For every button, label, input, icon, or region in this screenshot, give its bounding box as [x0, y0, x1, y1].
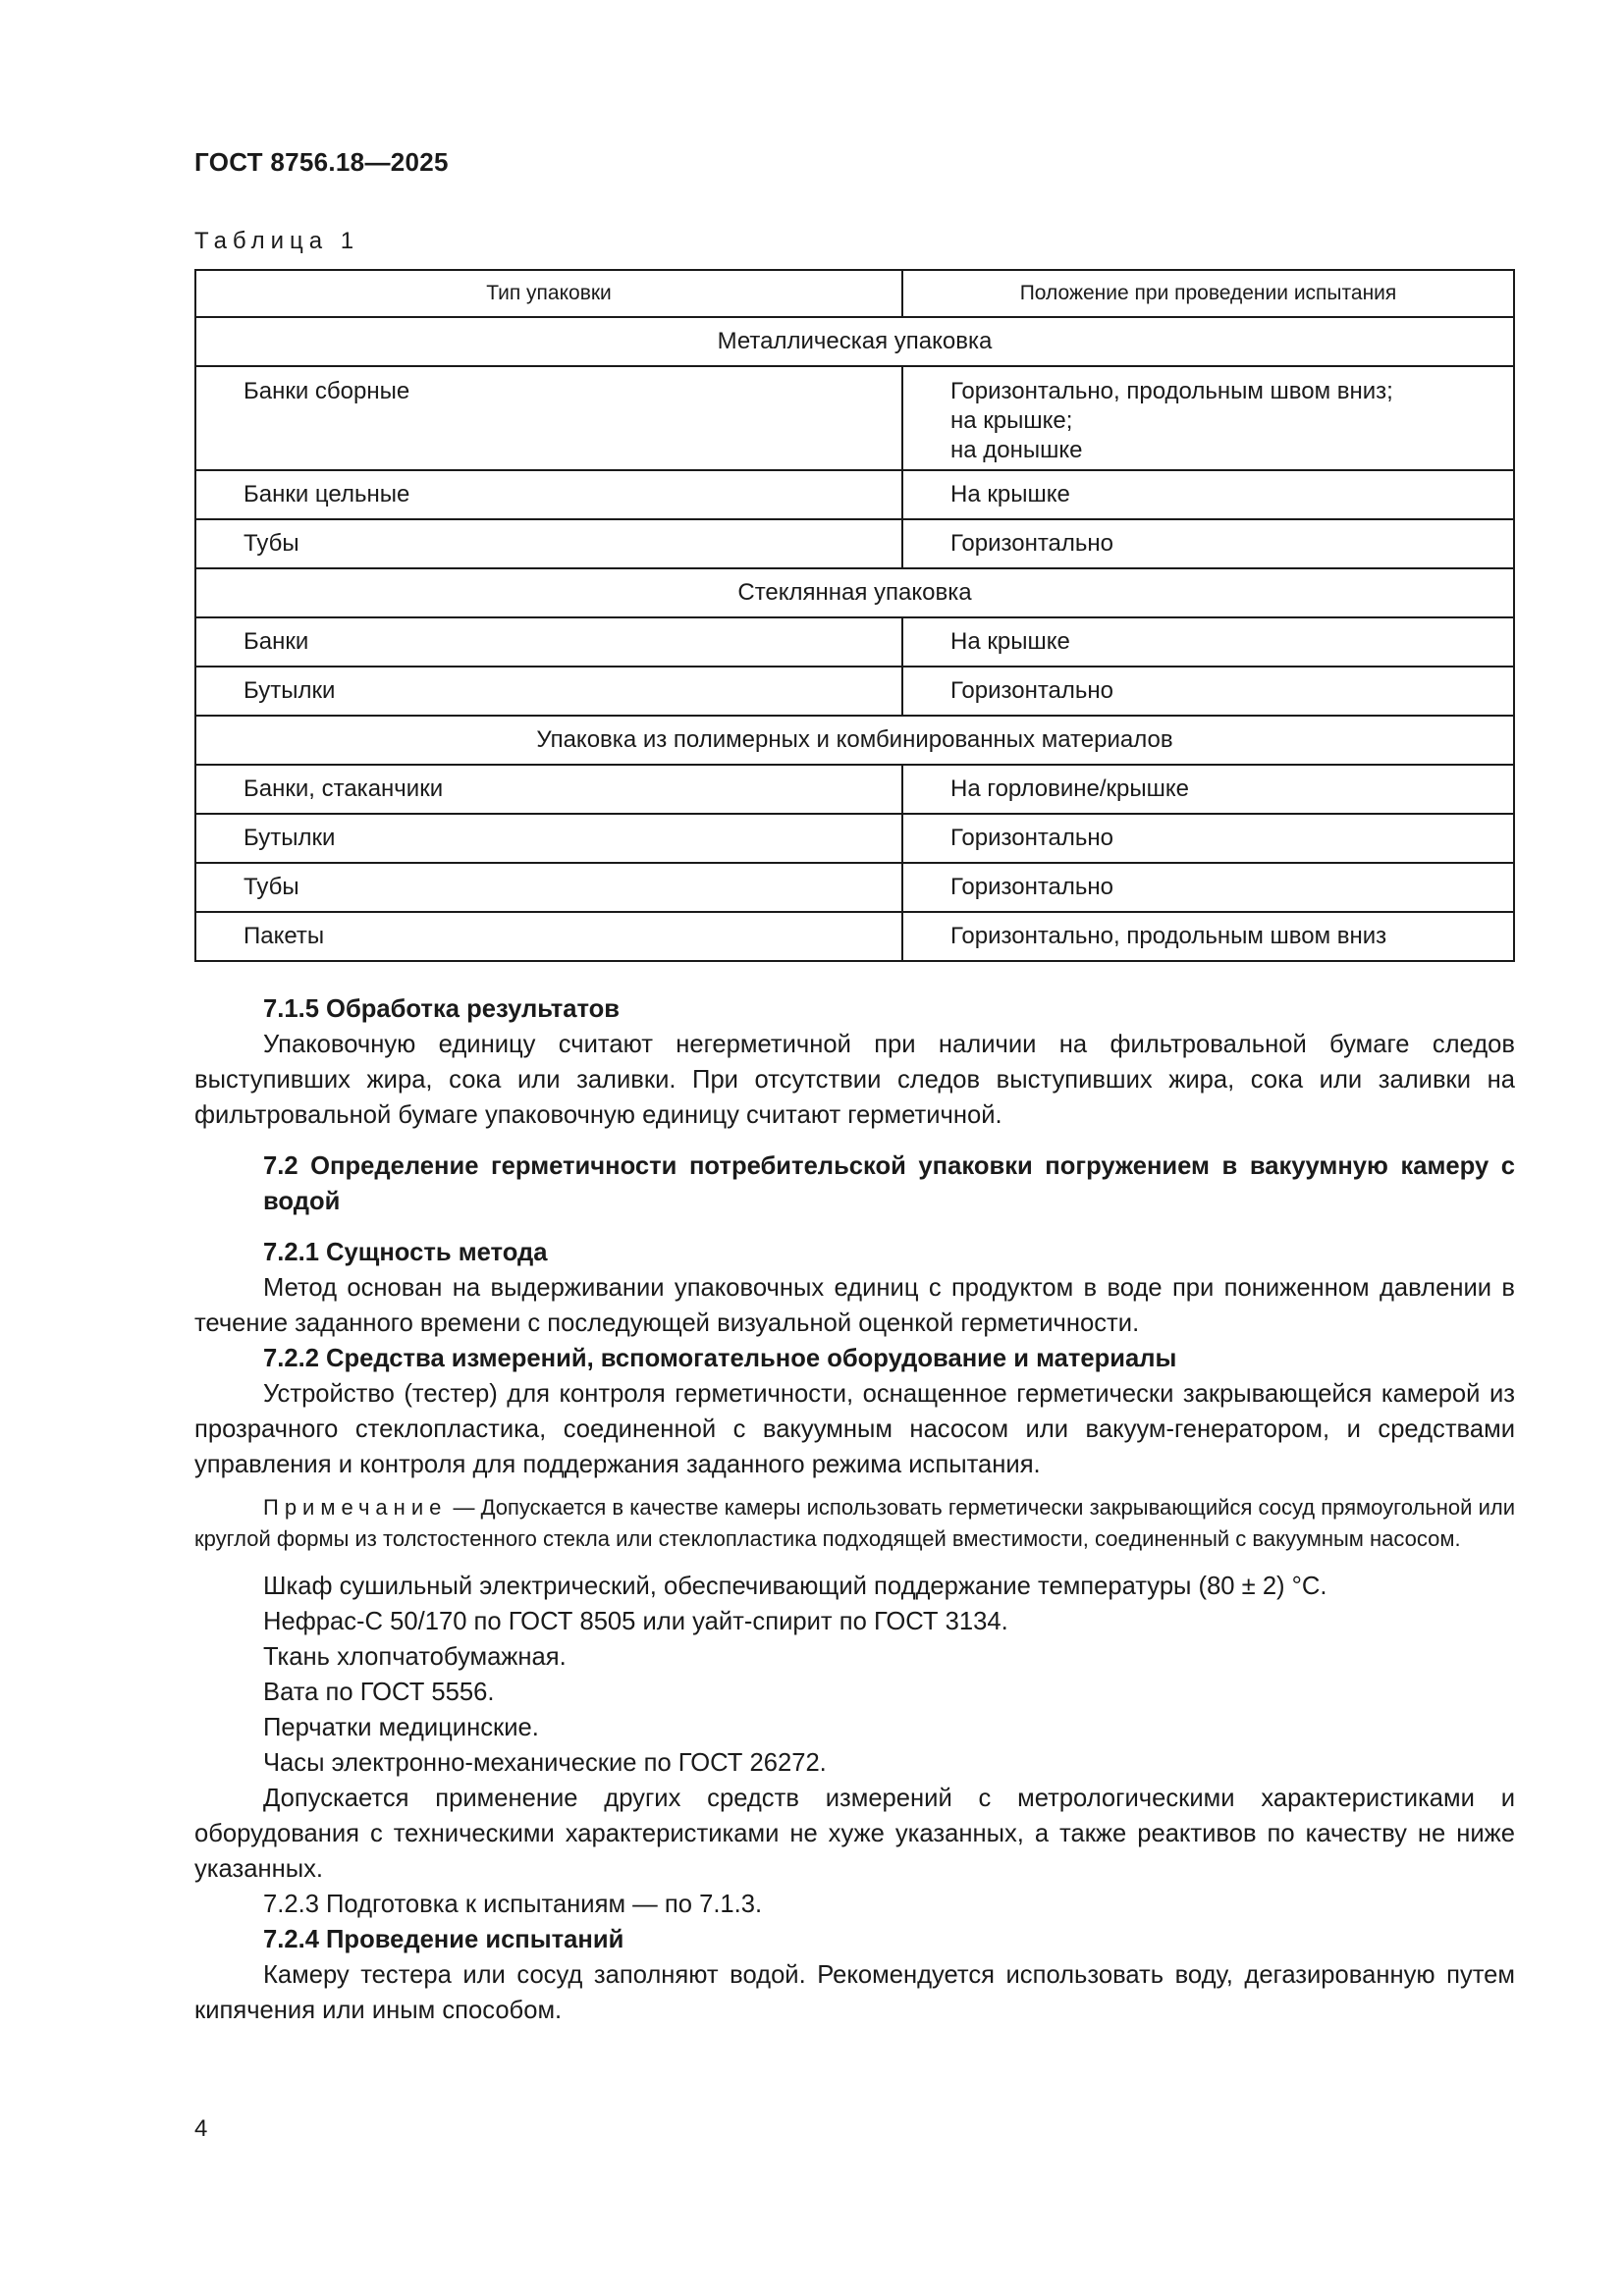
cell-type: Пакеты — [195, 912, 902, 961]
cell-type: Тубы — [195, 863, 902, 912]
list-item: Нефрас-С 50/170 по ГОСТ 8505 или уайт-спирит по ГОСТ 3134. — [263, 1608, 1008, 1635]
cell-type: Бутылки — [195, 667, 902, 716]
group-title-polymer: Упаковка из полимерных и комбинированных материалов — [195, 716, 1514, 765]
table-row — [195, 617, 1514, 667]
section-heading-7-2-1: 7.2.1 Сущность метода — [263, 1239, 548, 1266]
section-heading-7-2-2: 7.2.2 Средства измерений, вспомогательное оборудование и материалы — [263, 1345, 1177, 1372]
section-7-2-3: 7.2.3 Подготовка к испытаниям — по 7.1.3. — [263, 1891, 763, 1918]
table-row — [195, 863, 1514, 912]
section-heading-7-2-4: 7.2.4 Проведение испытаний — [263, 1926, 624, 1953]
table-row — [195, 470, 1514, 519]
list-item: Шкаф сушильный электрический, обеспечивающий поддержание температуры (80 ± 2) °С. — [263, 1573, 1327, 1600]
list-item: Перчатки медицинские. — [263, 1714, 539, 1741]
column-header-position: Положение при проведении испытания — [902, 270, 1514, 317]
paragraph: Упаковочную единицу считают негерметичной при наличии на фильтровальной бумаге следов выступивших жира, сока или заливки. При отсутствии следов выступивших жира, сока или заливки на фильтровальной бумаге упаковочную единицу считают герметичной. — [194, 1031, 1515, 1129]
table-row — [195, 912, 1514, 961]
note-text: — Допускается в качестве камеры использовать герметически закрывающийся сосуд прямоугольной или круглой формы из толстостенного стекла или стеклопластика подходящей вместимости, соединенный с вакуумным насосом. — [194, 1495, 1515, 1551]
table-row — [195, 667, 1514, 716]
cell-position: На горловине/крышке — [902, 765, 1514, 814]
document-number: ГОСТ 8756.18—2025 — [194, 147, 449, 177]
note-label: Примечание — [263, 1495, 448, 1520]
table-header-row — [195, 270, 1514, 317]
table-row — [195, 366, 1514, 470]
cell-position: На крышке — [902, 470, 1514, 519]
cell-position — [902, 366, 1514, 470]
cell-type: Бутылки — [195, 814, 902, 863]
cell-position: Горизонтально — [902, 667, 1514, 716]
group-title-metal: Металлическая упаковка — [195, 317, 1514, 366]
cell-type: Тубы — [195, 519, 902, 568]
paragraph: Устройство (тестер) для контроля герметичности, оснащенное герметически закрывающейся камерой из прозрачного стеклопластика, соединенной с вакуумным насосом или вакуум-генератором, и средствами управления и контроля для поддержания заданного режима испытания. — [194, 1380, 1515, 1478]
table-caption: Таблица 1 — [194, 228, 360, 254]
section-heading-7-2: 7.2 Определение герметичности потребительской упаковки погружением в вакуумную камеру с водой — [263, 1152, 1515, 1215]
cell-type: Банки сборные — [195, 366, 902, 470]
cell-position: Горизонтально, продольным швом вниз — [902, 912, 1514, 961]
table-row — [195, 519, 1514, 568]
page-number: 4 — [194, 2115, 208, 2142]
list-item: Ткань хлопчатобумажная. — [263, 1643, 567, 1671]
position-line: на донышке — [950, 437, 1083, 463]
paragraph: Допускается применение других средств измерений с метрологическими характеристиками и оборудования с техническими характеристиками не хуже указанных, а также реактивов по качеству не ниже указанных. — [194, 1785, 1515, 1883]
cell-type: Банки, стаканчики — [195, 765, 902, 814]
position-line: Горизонтально, продольным швом вниз; — [950, 378, 1393, 404]
cell-type: Банки — [195, 617, 902, 667]
cell-position: Горизонтально — [902, 814, 1514, 863]
column-header-type: Тип упаковки — [195, 270, 902, 317]
paragraph: Камеру тестера или сосуд заполняют водой. Рекомендуется использовать воду, дегазированную путем кипячения или иным способом. — [194, 1961, 1515, 2024]
body-text — [194, 991, 1515, 2028]
section-heading-7-1-5: 7.1.5 Обработка результатов — [263, 995, 621, 1023]
cell-type: Банки цельные — [195, 470, 902, 519]
table-group-row — [195, 317, 1514, 366]
group-title-glass: Стеклянная упаковка — [195, 568, 1514, 617]
list-item: Часы электронно-механические по ГОСТ 26272. — [263, 1749, 827, 1777]
cell-position: На крышке — [902, 617, 1514, 667]
table-group-row — [195, 716, 1514, 765]
paragraph: Метод основан на выдерживании упаковочных единиц с продуктом в воде при пониженном давлении в течение заданного времени с последующей визуальной оценкой герметичности. — [194, 1274, 1515, 1337]
note-paragraph — [194, 1492, 1515, 1555]
cell-position: Горизонтально — [902, 519, 1514, 568]
packaging-table — [194, 269, 1515, 962]
list-item: Вата по ГОСТ 5556. — [263, 1679, 495, 1706]
table-row — [195, 765, 1514, 814]
cell-position: Горизонтально — [902, 863, 1514, 912]
table-group-row — [195, 568, 1514, 617]
table-row — [195, 814, 1514, 863]
position-line: на крышке; — [950, 407, 1073, 434]
